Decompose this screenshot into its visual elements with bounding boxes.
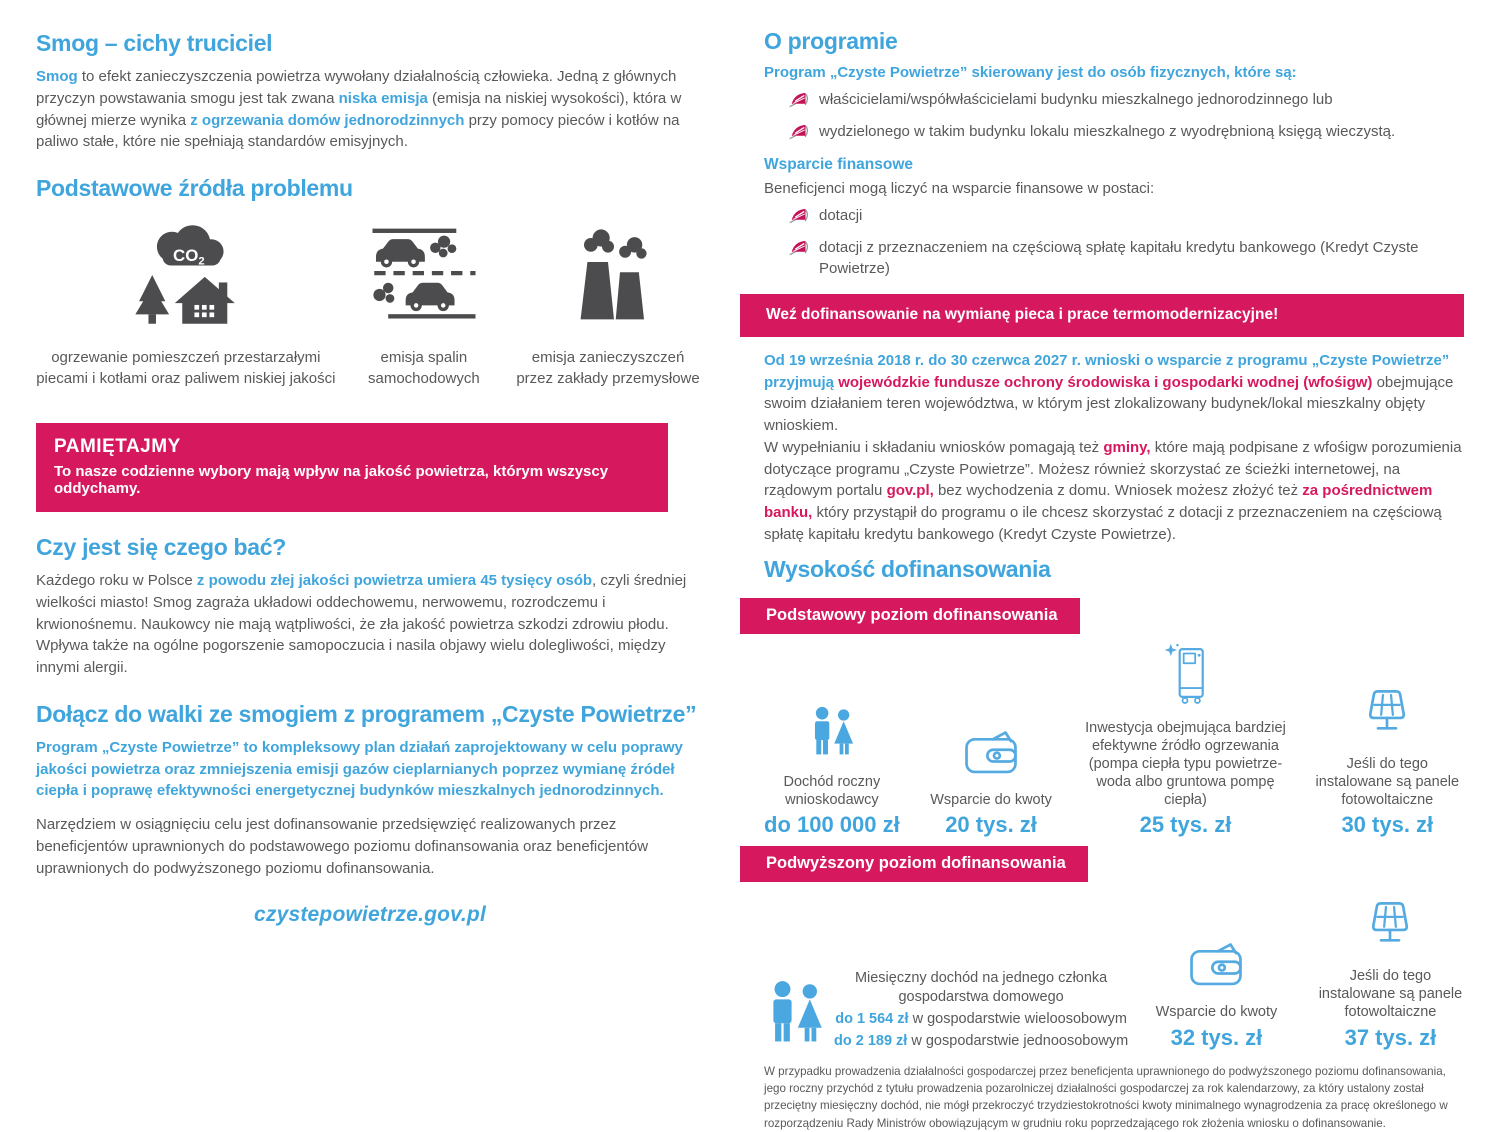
car-exhaust-icon [369,224,479,329]
bullet-text: dotacji [819,206,862,226]
list-item [788,206,1464,232]
text-segment: W wypełnianiu i składaniu wniosków pomagają też [764,439,1103,456]
info-paragraph [764,350,1464,546]
elevated-level-banner: Podwyższony poziom dofinansowania [740,846,1088,882]
text-segment: które mają podpisane z wfośigw porozumienia dotyczące programu „Czyste Powietrze”. Możesz również skorzystać ze ścieżki internetowej, na rządowym portalu [764,439,1462,500]
basic-level-row [764,642,1464,839]
remember-text: To nasze codzienne wybory mają wpływ na jakość powietrza, którym wszyscy oddychamy. [54,463,650,497]
section-title-sources: Podstawowe źródła problemu [36,175,704,202]
elevated-solar-item [1317,898,1464,1050]
wallet-icon [1187,940,1245,993]
list-item [788,122,1464,148]
text-segment: gov.pl, [887,482,934,499]
source-industry [512,224,704,389]
item-amount: 30 tys. zł [1341,812,1433,838]
right-column [764,26,1464,1132]
item-caption: Inwestycja obejmująca bardziej efektywne źródło ogrzewania (pompa ciepła typu powietrze-woda albo gruntowa pompę ciepła) [1082,719,1288,810]
income-row [834,1010,1128,1029]
source-caption: ogrzewanie pomieszczeń przestarzałymi piecami i kotłami oraz paliwem niskiej jakości [36,347,336,389]
text-segment: bez wychodzenia z domu. Wniosek możesz złożyć też [934,482,1302,499]
basic-income-item [764,706,900,838]
left-column [36,26,704,1132]
join-lead: Program „Czyste Powietrze” to kompleksowy plan działań zaprojektowany w celu poprawy jakości powietrza oraz zmniejszenia emisji gazów cieplarnianych poprzez wymianę źródeł ciepła i poprawę efektywności energetycznej budynków mieszkalnych jednorodzinnych. [36,737,704,802]
section-title-amounts: Wysokość dofinansowania [764,556,1464,583]
item-amount: 20 tys. zł [945,812,1037,838]
join-body: Narzędziem w osiągnięciu celu jest dofinansowanie przedsięwzięć realizowanych przez beneficjentów uprawnionych do podstawowego poziomu dofinansowania oraz beneficjentów uprawnionych do podwyższonego poziomu dofinansowania. [36,814,704,879]
fear-paragraph [36,570,704,679]
checkmark-flag-icon [788,90,808,116]
support-lead: Beneficjenci mogą liczyć na wsparcie finansowe w postaci: [764,178,1464,200]
item-amount: 37 tys. zł [1345,1025,1437,1051]
elevated-level-row [764,898,1464,1050]
website-link[interactable]: czystepowietrze.gov.pl [36,903,704,927]
checkmark-flag-icon [788,122,808,148]
item-amount: do 100 000 zł [764,812,900,838]
text-segment: do 1 564 zł [835,1011,908,1027]
text-segment: Od 19 września 2018 r. do 30 czerwca 2027 r. wnioski o wsparcie z programu „Czyste Powietrze” przyjmują [764,352,1449,391]
item-caption: Dochód roczny wnioskodawcy [764,773,900,809]
item-caption: Wsparcie do kwoty [930,791,1052,809]
people-icon [764,980,826,1051]
text-segment: z powodu złej jakości powietrza umiera 45 tysięcy osób [197,572,592,589]
basic-support-item [922,728,1061,838]
section-title-about: O programie [764,28,1464,55]
income-heading: Miesięczny dochód na jednego członka gospodarstwa domowego [834,969,1128,1007]
text-segment: gminy, [1103,439,1150,456]
source-cars [336,224,512,389]
legal-footnote: W przypadku prowadzenia działalności gospodarczej przez beneficjenta uprawnionego do podwyższonego poziomu dofinansowania, jego roczny przychód z tytułu prowadzenia pozarolniczej działalności gospodarczej za rok kalendarzowy, za który ustalony został przeciętny miesięczny dochód, nie mógł przekroczyć trzydziestokrotności kwoty minimalnego wynagrodzenia za pracę określonego w rozporządzeniu Rady Ministrów obowiązującym w grudniu roku poprzedzającego rok złożenia wniosku o dofinansowanie. [764,1063,1464,1132]
text-segment: niska emisja [339,90,428,107]
section-title-join: Dołącz do walki ze smogiem z programem „Czyste Powietrze” [36,701,704,728]
source-caption: emisja zanieczyszczeń przez zakłady przemysłowe [512,347,704,389]
item-amount: 32 tys. zł [1171,1025,1263,1051]
basic-level-banner: Podstawowy poziom dofinansowania [740,598,1080,634]
bullet-text: wydzielonego w takim budynku lokalu mieszkalnego z wyodrębnioną księgą wieczystą. [819,122,1395,142]
solar-panel-icon [1363,898,1417,957]
checkmark-flag-icon [788,238,808,264]
bullet-text: właścicielami/współwłaścicielami budynku mieszkalnego jednorodzinnego lub [819,90,1333,110]
factory-cooling-towers-icon [560,224,656,329]
section-title-fear: Czy jest się czego bać? [36,534,704,561]
list-item [788,90,1464,116]
text-segment: , czyli średniej wielkości miasto! Smog zagraża układowi oddechowemu, nerwowemu, rozrodczemu i krwionośnemu. Naukowcy nie mają wątpliwości, że zła jakość powietrza szkodzi zdrowiu płodu. Wpływa także na ogólne pogorszenie samopoczucia i nasila objawy wielu dolegliwości, między innymi alergii. [36,572,686,676]
item-caption: Wsparcie do kwoty [1156,1003,1278,1021]
list-item [788,238,1464,279]
item-caption: Jeśli do tego instalowane są panele fotowoltaiczne [1317,967,1464,1021]
text-segment: za pośrednictwem banku, [764,482,1432,521]
solar-panel-icon [1360,686,1414,745]
remember-box [36,423,668,512]
text-segment: obejmujące swoim działaniem teren województwa, w którym jest zlokalizowany budynek/lokal mieszkalny objęty wnioskiem. [764,374,1453,435]
support-title: Wsparcie finansowe [764,156,1464,174]
text-segment: Każdego roku w Polsce [36,572,197,589]
income-row [834,1032,1128,1051]
text-segment: (emisja na niskiej wysokości), która w głównej mierze wynika [36,90,681,129]
basic-solar-item [1311,686,1464,838]
sources-row [36,224,704,389]
remember-title: PAMIĘTAJMY [54,436,650,458]
text-segment: w gospodarstwie wieloosobowym [909,1011,1127,1027]
co2-cloud-house-tree-icon [125,224,247,329]
smog-paragraph [36,66,704,153]
elevated-income-item [764,969,1116,1050]
people-icon [808,706,856,763]
about-lead: Program „Czyste Powietrze” skierowany jest do osób fizycznych, które są: [764,62,1464,84]
checkmark-flag-icon [788,206,808,232]
text-segment: który przystąpił do programu o ile chcesz skorzystać z dotacji z przeznaczeniem na częściową spłatę kapitału kredytu bankowego (Kredyt Czyste Powietrze). [764,504,1442,543]
item-caption: Jeśli do tego instalowane są panele fotowoltaiczne [1311,755,1464,809]
text-segment: to efekt zanieczyszczenia powietrza wywołany działalnością człowieka. Jedną z głównych przyczyn powstawania smogu jest tak zwana [36,68,676,107]
promo-banner: Weź dofinansowanie na wymianę pieca i prace termomodernizacyjne! [740,294,1464,337]
svg-text:CO2: $CO_2$ [173,246,205,268]
text-segment: Smog [36,68,78,85]
text-segment: do 2 189 zł [834,1033,907,1049]
source-caption: emisja spalin samochodowych [336,347,512,389]
text-segment: przy pomocy pieców i kotłów na paliwo stałe, które nie spełniają standardów emisyjnych. [36,112,680,151]
heat-pump-sparkle-icon [1160,642,1210,709]
section-title-smog: Smog – cichy truciciel [36,30,704,57]
text-segment: w gospodarstwie jednoosobowym [907,1033,1128,1049]
wallet-icon [962,728,1020,781]
basic-heatpump-item [1082,642,1288,839]
text-segment: wojewódzkie fundusze ochrony środowiska i gospodarki wodnej (wfośigw) [838,374,1372,391]
elevated-support-item [1150,940,1283,1050]
item-amount: 25 tys. zł [1140,812,1232,838]
text-segment: z ogrzewania domów jednorodzinnych [190,112,464,129]
bullet-text: dotacji z przeznaczeniem na częściową spłatę kapitału kredytu bankowego (Kredyt Czyste Powietrze) [819,238,1464,279]
source-heating [36,224,336,389]
